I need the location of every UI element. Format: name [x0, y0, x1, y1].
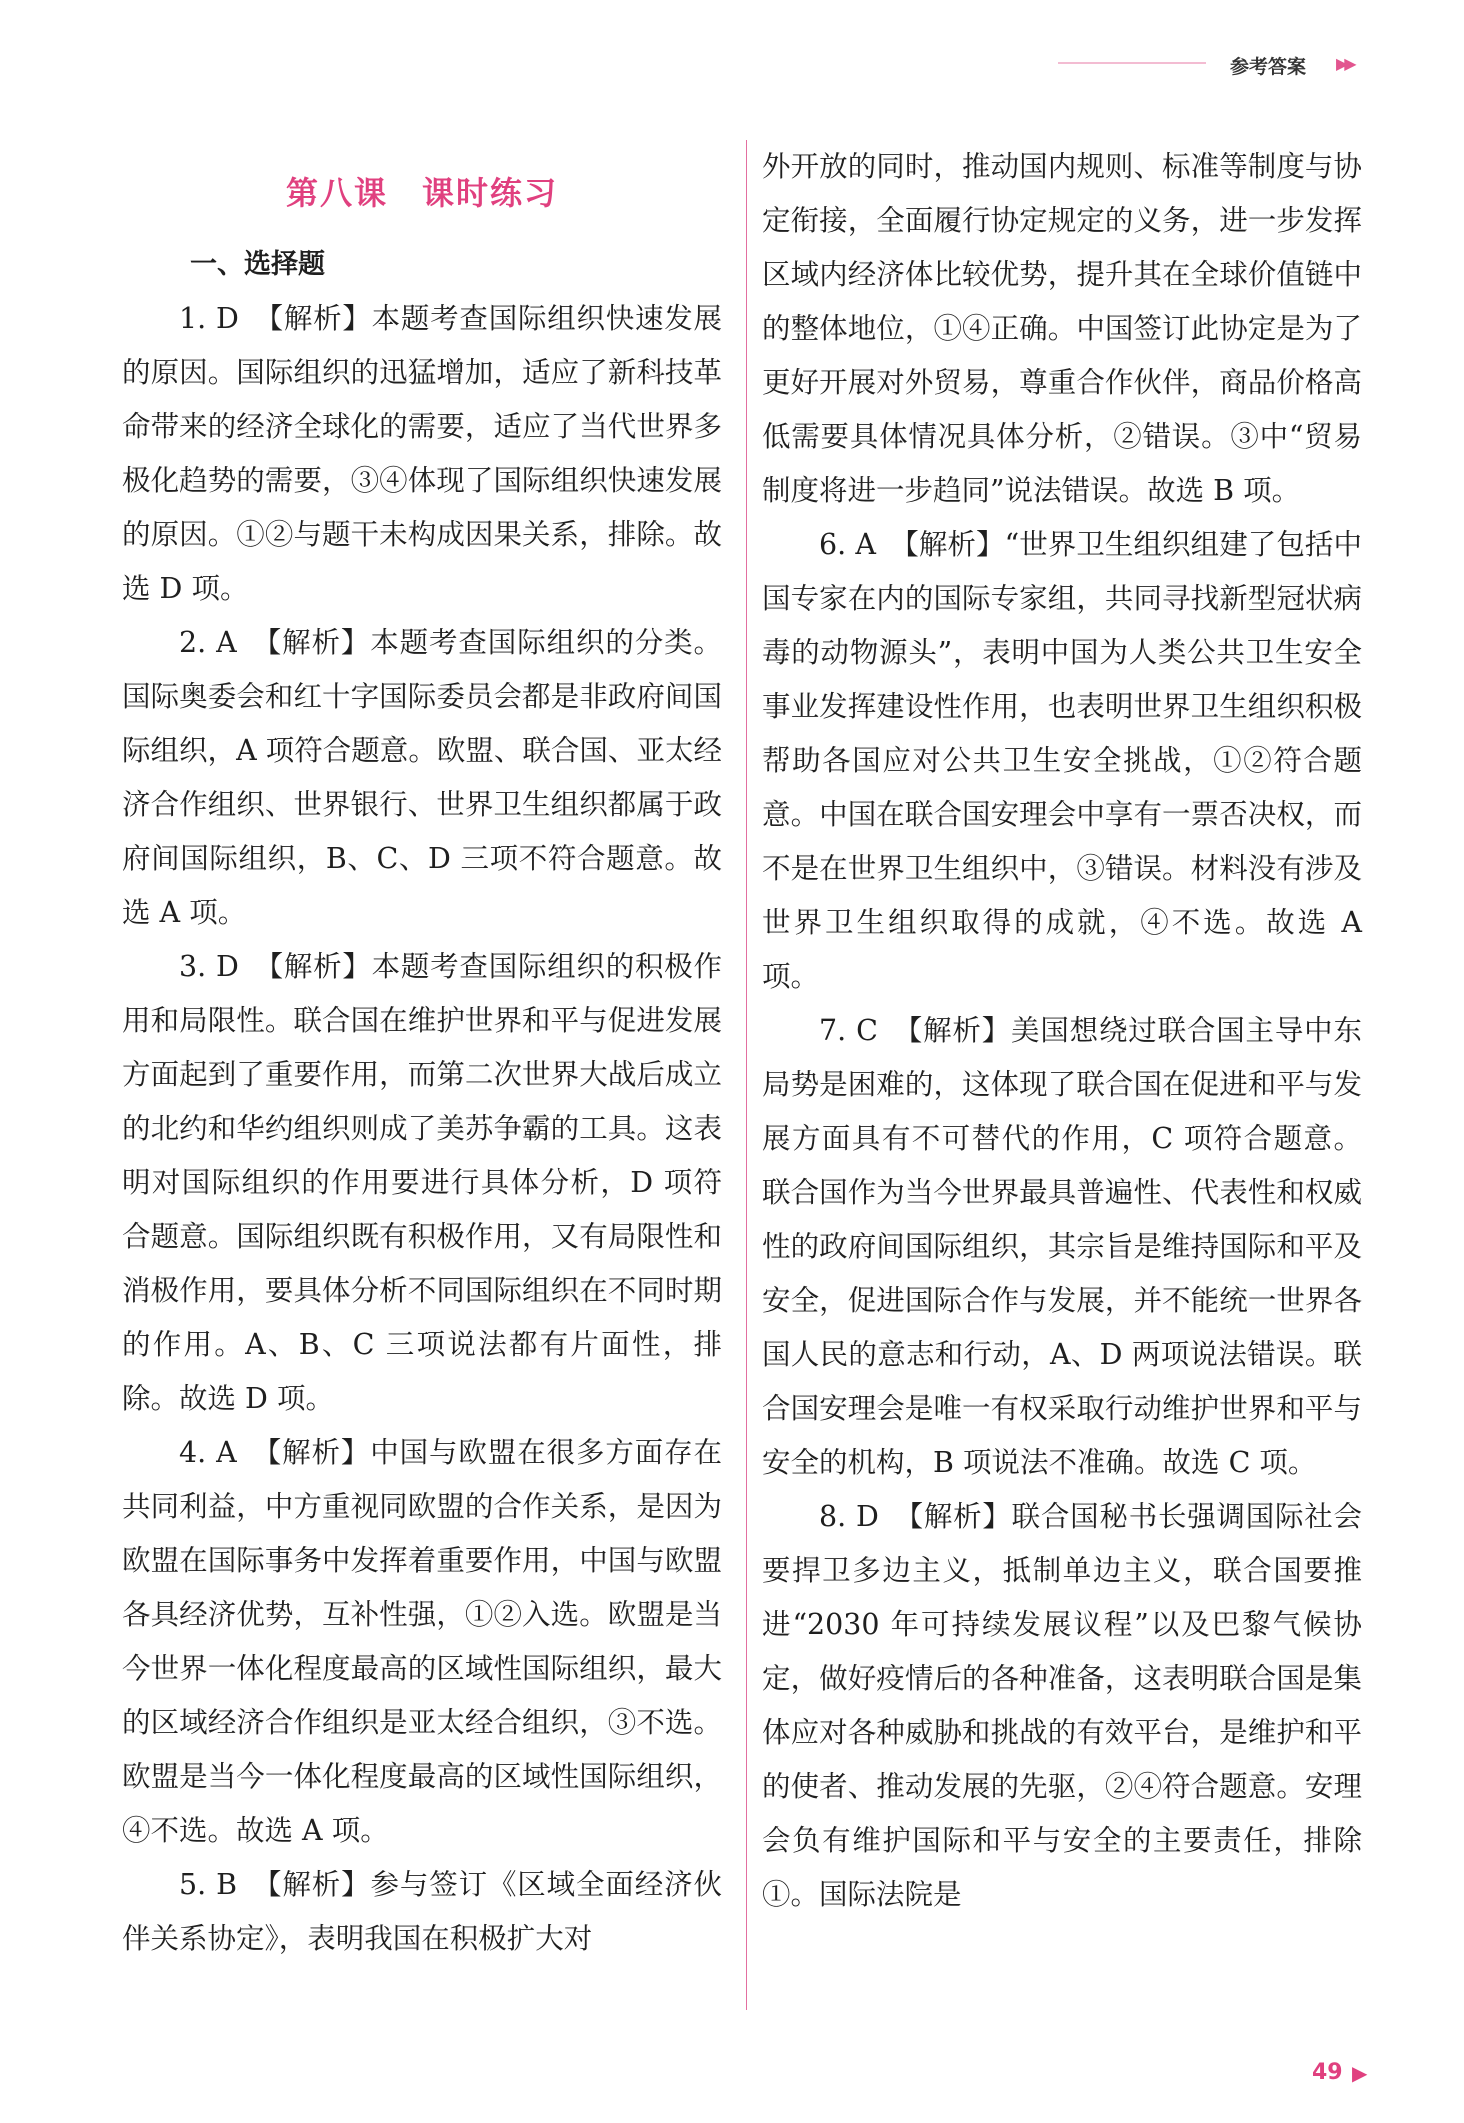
answer-paragraph-continued: 外开放的同时，推动国内规则、标准等制度与协定衔接，全面履行协定规定的义务，进一步发挥区域内经济体比较优势，提升其在全球价值链中的整体地位，①④正确。中国签订此协定是为了更好开展对外贸易，尊重合作伙伴，商品价格高低需要具体情况具体分析，②错误。③中“贸易制度将进一步趋同”说法错误。故选 B 项。 — [762, 150, 1362, 507]
header-arrows-icon: ▶▶ — [1336, 54, 1353, 73]
header-divider-line — [1058, 62, 1206, 64]
page-number: 49 — [1312, 2060, 1343, 2085]
column-divider — [746, 140, 747, 2010]
answer-paragraph: 3. D 【解析】本题考查国际组织的积极作用和局限性。联合国在维护世界和平与促进发展方面起到了重要作用，而第二次世界大战后成立的北约和华约组织则成了美苏争霸的工具。这表明对国际组织的作用要进行具体分析，D 项符合题意。国际组织既有积极作用，又有局限性和消极作用，要具体分析不同国际组织在不同时期的作用。A、B、C 三项说法都有片面性，排除。故选 D 项。 — [122, 950, 722, 1415]
answer-paragraph: 5. B 【解析】参与签订《区域全面经济伙伴关系协定》，表明我国在积极扩大对 — [122, 1868, 722, 1955]
lesson-title: 第八课 课时练习 — [285, 174, 558, 212]
answer-paragraph: 2. A 【解析】本题考查国际组织的分类。国际奥委会和红十字国际委员会都是非政府间国际组织，A 项符合题意。欧盟、联合国、亚太经济合作组织、世界银行、世界卫生组织都属于政府间国际组织，B、C、D 三项不符合题意。故选 A 项。 — [122, 626, 722, 929]
answer-paragraph: 6. A 【解析】“世界卫生组织组建了包括中国专家在内的国际专家组，共同寻找新型冠状病毒的动物源头”，表明中国为人类公共卫生安全事业发挥建设性作用，也表明世界卫生组织积极帮助各国应对公共卫生安全挑战，①②符合题意。中国在联合国安理会中享有一票否决权，而不是在世界卫生组织中，③错误。材料没有涉及世界卫生组织取得的成就，④不选。故选 A 项。 — [762, 528, 1362, 993]
right-column — [762, 140, 1362, 1922]
section-heading: 一、选择题 — [190, 249, 325, 280]
page-arrow-icon: ▶ — [1352, 2061, 1368, 2085]
answer-paragraph: 8. D 【解析】联合国秘书长强调国际社会要捍卫多边主义，抵制单边主义，联合国要推进“2030 年可持续发展议程”以及巴黎气候协定，做好疫情后的各种准备，这表明联合国是集体应对各种威胁和挑战的有效平台，是维护和平的使者、推动发展的先驱，②④符合题意。安理会负有维护国际和平与安全的主要责任，排除①。国际法院是 — [762, 1500, 1362, 1911]
answer-paragraph: 4. A 【解析】中国与欧盟在很多方面存在共同利益，中方重视同欧盟的合作关系，是因为欧盟在国际事务中发挥着重要作用，中国与欧盟各具经济优势，互补性强，①②入选。欧盟是当今世界一体化程度最高的区域性国际组织，最大的区域经济合作组织是亚太经合组织，③不选。欧盟是当今一体化程度最高的区域性国际组织，④不选。故选 A 项。 — [122, 1436, 722, 1847]
answer-paragraph: 1. D 【解析】本题考查国际组织快速发展的原因。国际组织的迅猛增加，适应了新科技革命带来的经济全球化的需要，适应了当代世界多极化趋势的需要，③④体现了国际组织快速发展的原因。①②与题干未构成因果关系，排除。故选 D 项。 — [122, 302, 722, 605]
answer-paragraph: 7. C 【解析】美国想绕过联合国主导中东局势是困难的，这体现了联合国在促进和平与发展方面具有不可替代的作用，C 项符合题意。联合国作为当今世界最具普遍性、代表性和权威性的政府间国际组织，其宗旨是维持国际和平及安全，促进国际合作与发展，并不能统一世界各国人民的意志和行动，A、D 两项说法错误。联合国安理会是唯一有权采取行动维护世界和平与安全的机构，B 项说法不准确。故选 C 项。 — [762, 1014, 1362, 1479]
left-column — [122, 140, 722, 1966]
running-header-title: 参考答案 — [1230, 56, 1307, 78]
